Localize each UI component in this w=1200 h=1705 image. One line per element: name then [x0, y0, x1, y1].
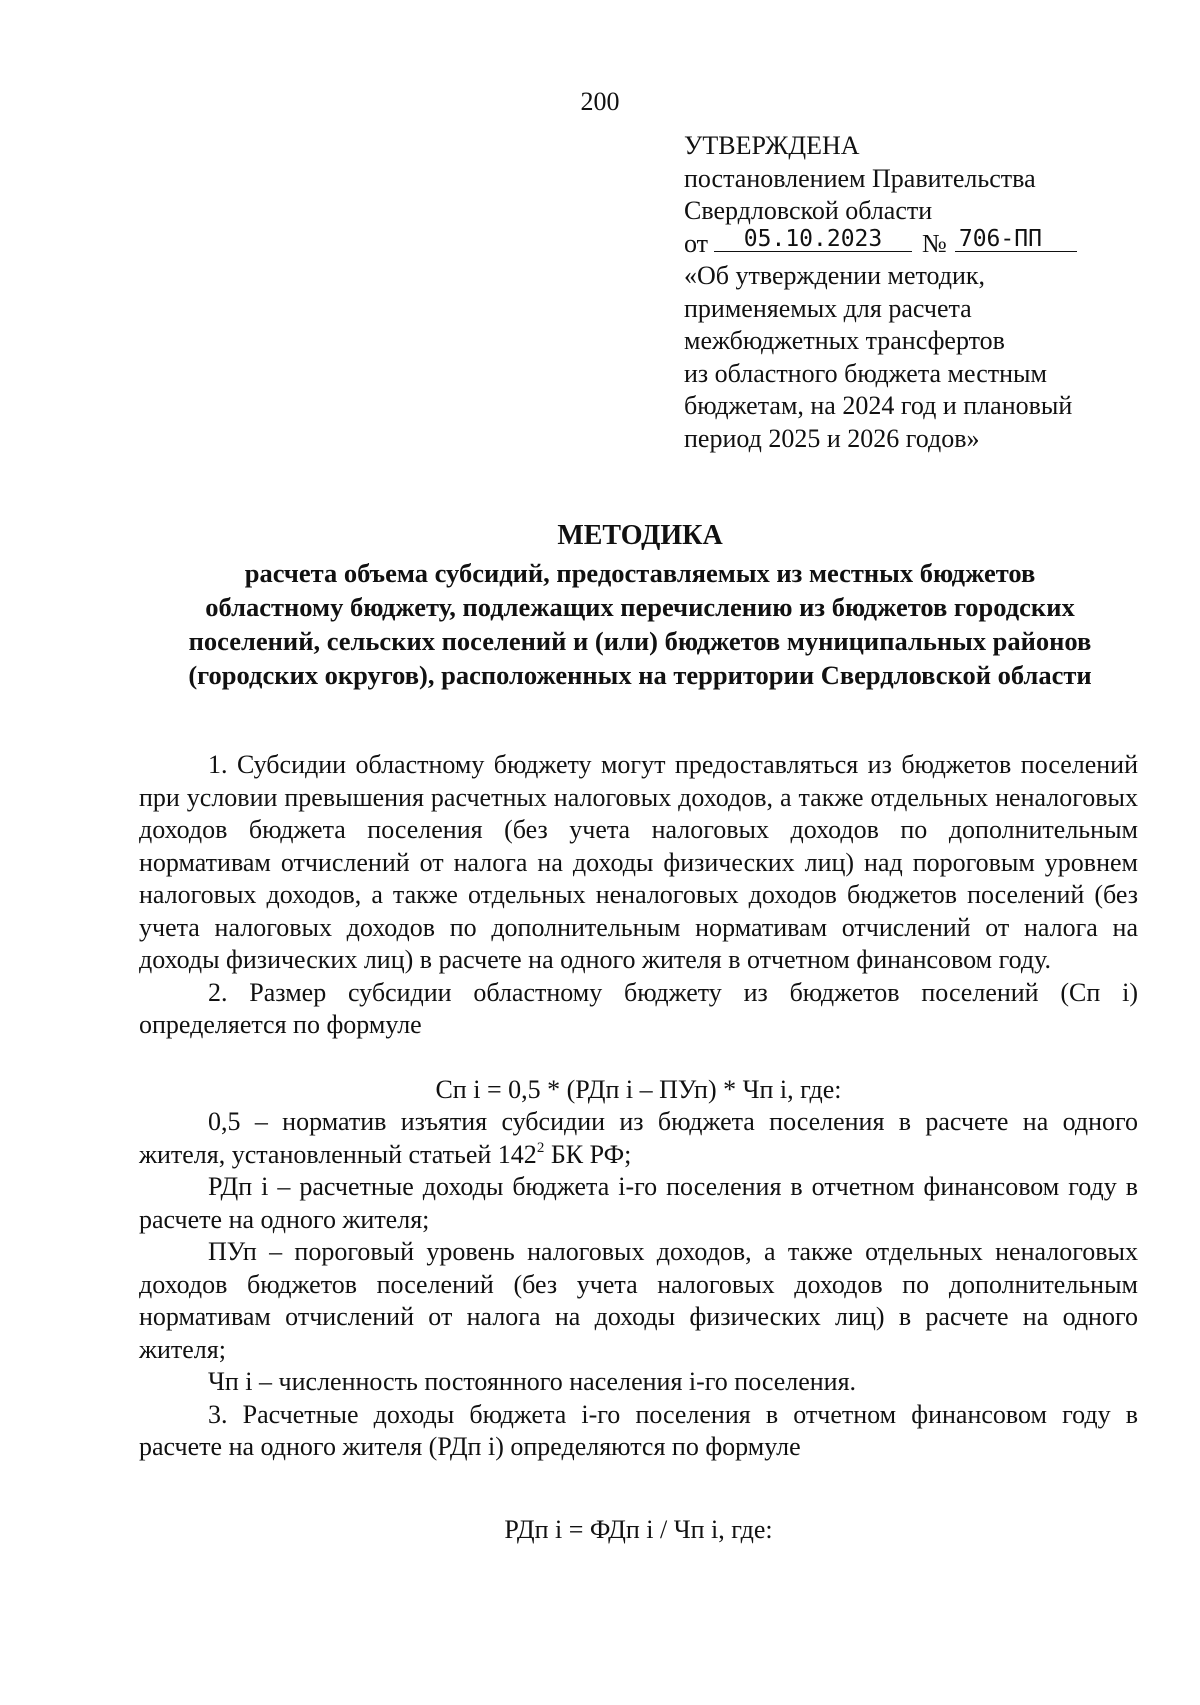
definition-norm [139, 1106, 1138, 1171]
date-prefix: от [684, 228, 709, 258]
definition-chp: Чп i – численность постоянного населения i-го поселения. [208, 1367, 857, 1396]
paragraph-1: 1. Субсидии областному бюджету могут предоставляться из бюджетов поселений при условии превышения расчетных налоговых доходов, а также отдельных неналоговых доходов бюджета поселения (без учета налоговых доходов по дополнительным нормативам отчислений от налога на доходы физических лиц) над пороговым уровнем налоговых доходов, а также отдельных неналоговых доходов бюджетов поселений (без учета налоговых доходов по дополнительным нормативам отчислений от налога на доходы физических лиц) в расчете на одного жителя в отчетном финансовом году. [139, 750, 1138, 974]
approval-title-line: «Об утверждении методик, [684, 261, 986, 290]
approval-title-line: применяемых для расчета [684, 293, 972, 323]
paragraph-3: 3. Расчетные доходы бюджета i-го поселения в отчетном финансовом году в расчете на одного жителя (РДп i) определяются по формуле [139, 1399, 1138, 1461]
subtitle-line: поселений, сельских поселений и (или) бюджетов муниципальных районов [188, 626, 1092, 656]
subtitle-line: (городских округов), расположенных на территории Свердловской области [188, 660, 1092, 690]
page-number: 200 [580, 87, 620, 116]
subtitle-line: расчета объема субсидий, предоставляемых из местных бюджетов [244, 558, 1036, 588]
approval-line-2: Свердловской области [684, 196, 933, 225]
definition-rdp: РДп i – расчетные доходы бюджета i-го поселения в отчетном финансовом году в расчете на одного жителя; [139, 1172, 1138, 1234]
article-superscript: 2 [536, 1139, 545, 1156]
approval-date-line [684, 225, 1134, 261]
approval-date: 05.10.2023 [714, 227, 912, 252]
formula-1: Сп i = 0,5 * (РДп i – ПУп) * Чп i, где: [435, 1074, 842, 1104]
paragraph-2: 2. Размер субсидии областному бюджету из бюджетов поселений (Сп i) определяется по формуле [139, 977, 1138, 1039]
approval-title-line: межбюджетных трансфертов [684, 326, 1005, 355]
approval-title-line: бюджетам, на 2024 год и плановый [684, 391, 1073, 420]
number-prefix: № [922, 228, 947, 258]
approval-stamp: УТВЕРЖДЕНА [684, 131, 860, 160]
document-body [139, 749, 1138, 1546]
approval-title-line: из областного бюджета местным [684, 358, 1047, 388]
definition-norm-text: 0,5 – норматив изъятия субсидии из бюджета поселения в расчете на одного жителя, установленный статьей 142 [139, 1107, 1138, 1169]
approval-number: 706-ПП [955, 227, 1077, 252]
formula-2: РДп i = ФДп i / Чп i, где: [504, 1514, 773, 1544]
subtitle-line: областному бюджету, подлежащих перечислению из бюджетов городских [205, 592, 1075, 622]
document-title: МЕТОДИКА [557, 520, 723, 551]
document-subtitle [110, 556, 1170, 692]
approval-line-1: постановлением Правительства [684, 163, 1036, 193]
approval-block [684, 130, 1134, 455]
definition-pup: ПУп – пороговый уровень налоговых доходов, а также отдельных неналоговых доходов бюджетов поселений (без учета налоговых доходов по дополнительным нормативам отчислений от налога на доходы физических лиц) в расчете на одного жителя; [139, 1237, 1138, 1364]
approval-title-line: период 2025 и 2026 годов» [684, 423, 980, 453]
definition-norm-tail: БК РФ; [544, 1139, 632, 1169]
